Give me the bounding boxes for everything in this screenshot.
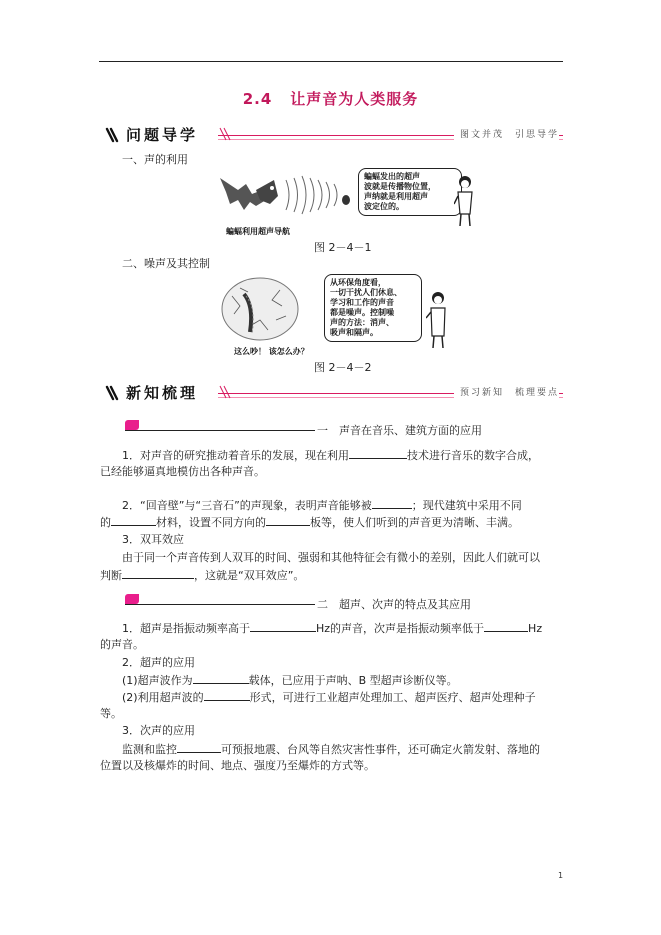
section-heading: 新知梳理 (126, 384, 199, 402)
text: 板等，使人们听到的声音更为清晰、丰满。 (310, 516, 519, 529)
part1-q2-line1 (122, 497, 522, 513)
text: 载体，已应用于声呐、B 型超声诊断仪等。 (248, 674, 458, 687)
bubble-line: 从环保角度看， (330, 278, 386, 287)
answer-blank[interactable] (372, 497, 412, 509)
knowledge-rule (125, 430, 315, 431)
part2-q3-line2: 位置以及核爆炸的时间、地点、强度乃至爆炸的方式等。 (100, 759, 375, 772)
text: 可预报地震、台风等自然灾害性事件，还可确定火箭发射、落地的 (221, 743, 540, 756)
figure-label-2: 图 2－4－2 (314, 361, 372, 374)
lesson-title-text: 让声音为人类服务 (290, 90, 419, 108)
text: Hz (528, 622, 543, 635)
bubble-line: 声的方法：消声、 (330, 318, 394, 327)
part1-title: 一 声音在音乐、建筑方面的应用 (317, 424, 482, 437)
answer-blank[interactable] (177, 741, 221, 753)
answer-blank[interactable] (484, 620, 528, 632)
section-heading: 问题导学 (126, 126, 199, 144)
text: 的 (100, 516, 111, 529)
section-banner-problem-guide (100, 124, 565, 146)
knowledge-tag-icon (125, 420, 139, 430)
part2-q3-heading: 3．次声的应用 (122, 724, 195, 737)
lesson-title (0, 88, 661, 109)
speech-bubble (324, 274, 422, 342)
figure-label-1: 图 2－4－1 (314, 241, 372, 254)
part2-q2-line3: 等。 (100, 707, 122, 720)
text: Hz的声音，次声是指振动频率低于 (316, 622, 485, 635)
bubble-line: 学习和工作的声音 (330, 298, 394, 307)
part1-q3-heading: 3．双耳效应 (122, 533, 184, 546)
slash-mark-icon (104, 126, 122, 144)
part1-q3-line2 (100, 567, 304, 583)
figure-noise (220, 276, 460, 358)
part1-q2-line2 (100, 514, 519, 530)
speech-bubble (358, 168, 462, 216)
part1-q3-line1: 由于同一个声音传到人双耳的时间、强弱和其他特征会有微小的差别，因此人们就可以 (122, 551, 540, 564)
answer-blank[interactable] (122, 567, 194, 579)
figure-small-caption: 蝙蝠利用超声导航 (226, 227, 290, 236)
text: 1．超声是指振动频率高于 (122, 622, 250, 635)
bubble-line: 都是噪声。控制噪 (330, 308, 394, 317)
slash-mark-icon (104, 384, 122, 402)
text: ，这就是“双耳效应”。 (194, 569, 305, 582)
answer-blank[interactable] (250, 620, 316, 632)
figure-small-caption: 这么吵！ 该怎么办？ (234, 347, 309, 356)
page-number: 1 (558, 871, 564, 880)
text: 2．“回音壁”与“三音石”的声现象，表明声音能够被 (122, 499, 372, 512)
text: (1)超声波作为 (122, 674, 193, 687)
text: 1．对声音的研究推动着音乐的发展，现在利用 (122, 449, 349, 462)
text: 判断 (100, 569, 122, 582)
bubble-line: 声纳就是利用超声 (364, 192, 428, 201)
text: (2)利用超声波的 (122, 691, 204, 704)
double-slash-icon (218, 384, 238, 402)
text: 监测和监控 (122, 743, 177, 756)
bubble-line: 蝙蝠发出的超声 (364, 172, 420, 181)
answer-blank[interactable] (193, 672, 249, 684)
part2-title: 二 超声、次声的特点及其应用 (317, 598, 471, 611)
answer-blank[interactable] (111, 514, 156, 526)
bubble-line: 一切干扰人们休息、 (330, 288, 402, 297)
part2-q2-heading: 2．超声的应用 (122, 656, 195, 669)
bubble-line: 波定位的。 (364, 202, 404, 211)
part1-q1-line2: 已经能够逼真地模仿出各种声音。 (100, 465, 265, 478)
part1-q1-line1 (122, 447, 539, 463)
noise-cloud-icon (220, 276, 300, 342)
part2-q1-line2: 的声音。 (100, 638, 144, 651)
item-noise-control: 二、噪声及其控制 (122, 257, 210, 270)
part2-q2-line2 (122, 689, 536, 705)
bubble-line: 波就是传播物位置， (364, 182, 436, 191)
text: 技术进行音乐的数字合成， (407, 449, 539, 462)
teacher-figure-icon (426, 290, 450, 350)
bubble-line: 吸声和隔声。 (330, 328, 378, 337)
item-sound-use: 一、声的利用 (122, 153, 188, 166)
text: 材料，设置不同方向的 (156, 516, 266, 529)
part2-q1-line1 (122, 620, 542, 636)
knowledge-tag-icon (125, 594, 139, 604)
part2-q3-line1 (122, 741, 540, 757)
lesson-number: 2.4 (242, 90, 273, 108)
section-banner-new-knowledge (100, 382, 565, 404)
text: 形式，可进行工业超声处理加工、超声医疗、超声处理种子 (249, 691, 536, 704)
answer-blank[interactable] (266, 514, 310, 526)
top-rule (99, 61, 563, 62)
double-slash-icon (218, 126, 238, 144)
figure-bat-sonar (216, 170, 476, 240)
teacher-figure-icon (454, 174, 476, 226)
part2-q2-line1 (122, 672, 458, 688)
section-subtitle: 图文并茂 引思导学 (454, 127, 559, 140)
text: ；现代建筑中采用不同 (411, 499, 522, 512)
section-subtitle: 预习新知 梳理要点 (454, 385, 559, 398)
answer-blank[interactable] (349, 447, 407, 459)
knowledge-rule (125, 604, 315, 605)
answer-blank[interactable] (204, 689, 250, 701)
bat-illustration-icon (216, 170, 356, 226)
